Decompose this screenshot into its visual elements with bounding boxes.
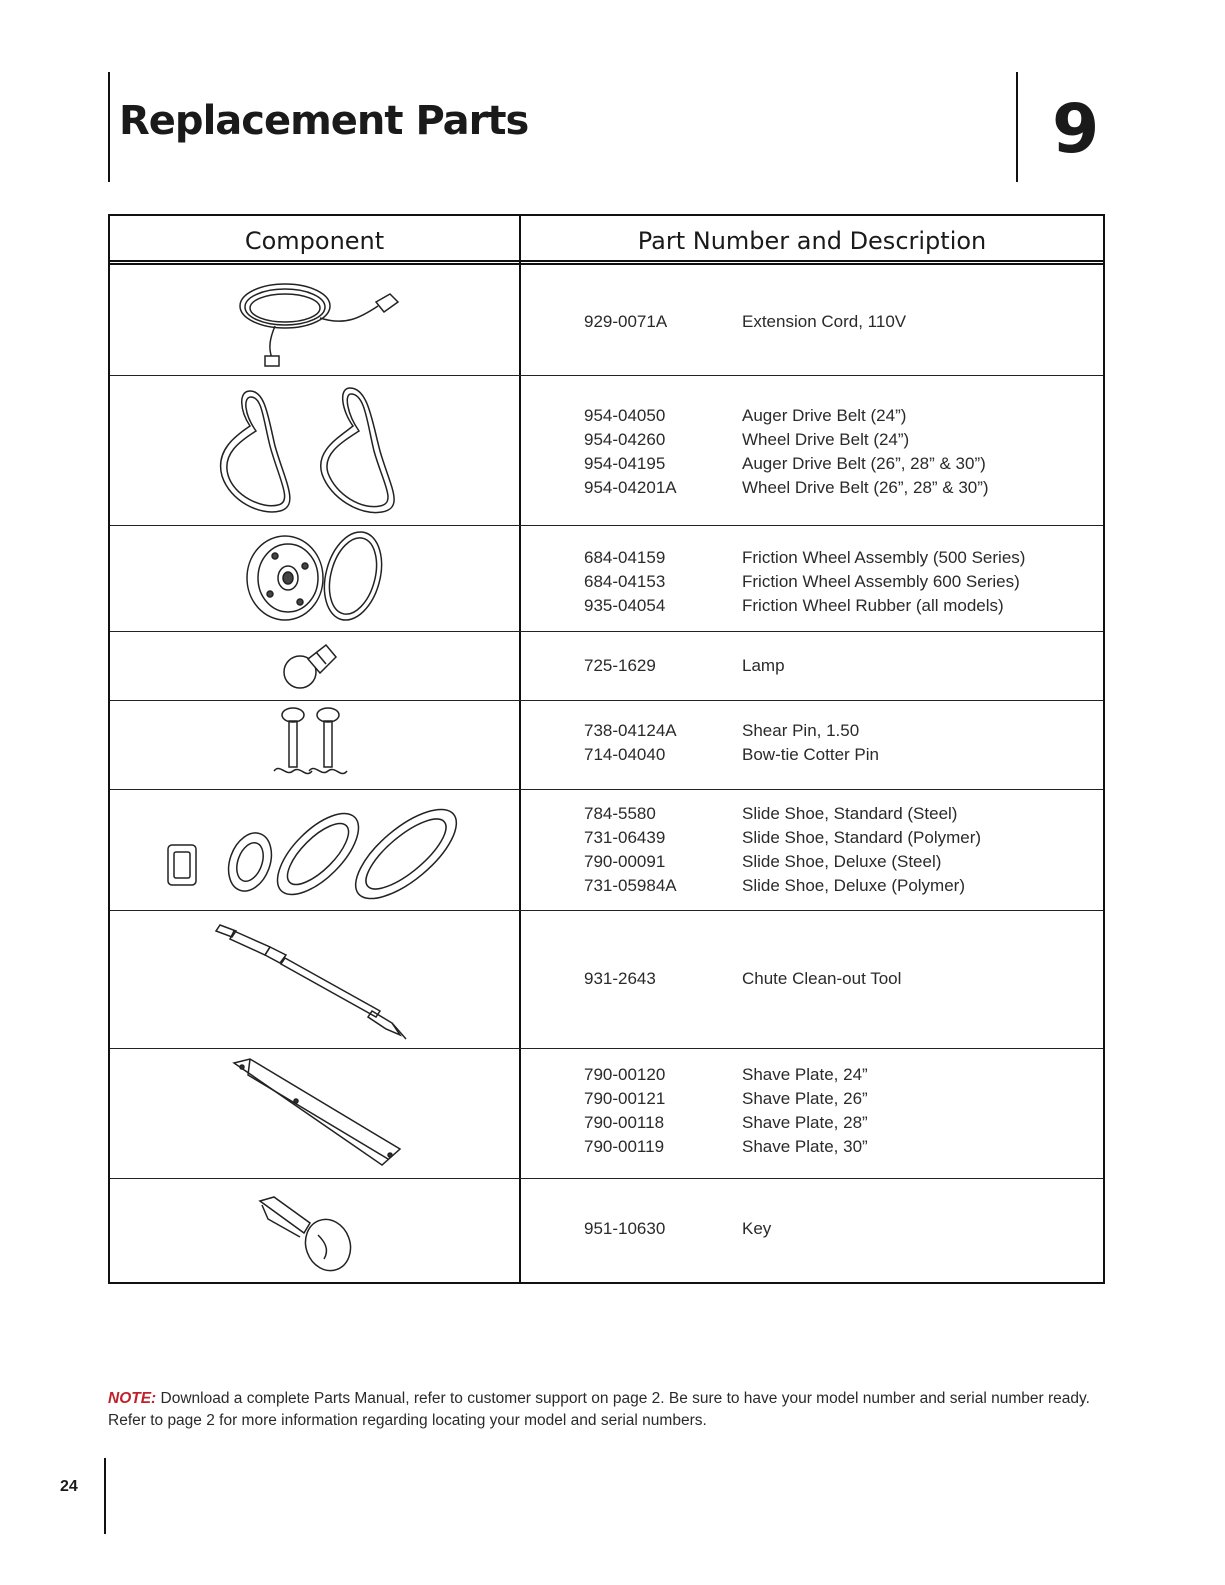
part-description: Key [742, 1219, 772, 1238]
part-entries [584, 312, 906, 336]
part-entry [584, 478, 989, 502]
part-number: 738-04124A [584, 721, 677, 740]
lamp-bulb-icon [110, 632, 519, 700]
part-number: 954-04050 [584, 406, 666, 425]
table-header [110, 216, 1103, 265]
part-number: 714-04040 [584, 745, 666, 764]
part-description: Friction Wheel Assembly (500 Series) [742, 548, 1026, 567]
part-description: Shave Plate, 24” [742, 1065, 868, 1084]
table-row [110, 790, 1103, 911]
ignition-key-icon [110, 1179, 519, 1282]
part-description: Extension Cord, 110V [742, 312, 907, 331]
part-description: Lamp [742, 656, 785, 675]
table-row [110, 1049, 1103, 1179]
part-description: Shave Plate, 26” [742, 1089, 868, 1108]
part-entry [584, 312, 906, 336]
part-entry [584, 745, 879, 769]
parts-table [108, 214, 1105, 1284]
part-entry [584, 1065, 868, 1089]
clean-out-tool-icon [110, 911, 519, 1048]
part-description: Shear Pin, 1.50 [742, 721, 860, 740]
part-description: Shave Plate, 30” [742, 1137, 868, 1156]
part-entry [584, 1219, 771, 1243]
table-row [110, 701, 1103, 790]
table-row [110, 376, 1103, 526]
part-description: Friction Wheel Assembly 600 Series) [742, 572, 1020, 591]
part-number: 951-10630 [584, 1219, 666, 1238]
shave-plate-icon [110, 1049, 519, 1178]
part-entries [584, 804, 981, 900]
part-description: Slide Shoe, Deluxe (Polymer) [742, 876, 965, 895]
part-entries [584, 656, 785, 680]
part-entry [584, 876, 981, 900]
part-number: 725-1629 [584, 656, 656, 675]
part-number: 784-5580 [584, 804, 656, 823]
part-number: 731-05984A [584, 876, 677, 895]
part-number: 929-0071A [584, 312, 668, 331]
part-entry [584, 721, 879, 745]
part-number: 684-04159 [584, 548, 666, 567]
part-entry [584, 969, 901, 993]
part-description: Wheel Drive Belt (26”, 28” & 30”) [742, 478, 989, 497]
part-description: Chute Clean-out Tool [742, 969, 902, 988]
part-description: Friction Wheel Rubber (all models) [742, 596, 1004, 615]
part-description: Bow-tie Cotter Pin [742, 745, 879, 764]
drive-belts-icon [110, 376, 519, 525]
part-number: 790-00091 [584, 852, 666, 871]
footer-divider [104, 1458, 106, 1534]
part-entry [584, 828, 981, 852]
part-entry [584, 852, 981, 876]
slide-shoe-icon [110, 790, 519, 910]
part-number: 931-2643 [584, 969, 656, 988]
part-entries [584, 406, 989, 502]
shear-pin-icon [110, 701, 519, 789]
column-header-part-number: Part Number and Description [637, 227, 987, 255]
extension-cord-icon [110, 266, 519, 375]
page-title: Replacement Parts [119, 98, 529, 144]
column-header-component: Component [244, 227, 385, 255]
note-text: Download a complete Parts Manual, refer to customer support on page 2. Be sure to have your model number and serial number ready. Refer to page 2 for more information regarding locating your model and serial numbers. [108, 1390, 1090, 1429]
chapter-number: 9 [1052, 90, 1100, 169]
note-label: NOTE: [108, 1390, 157, 1407]
table-row [110, 526, 1103, 632]
part-entry [584, 548, 1025, 572]
table-row [110, 266, 1103, 376]
part-entries [584, 721, 879, 769]
note-paragraph [108, 1388, 1108, 1432]
part-entry [584, 572, 1025, 596]
page-number: 24 [60, 1478, 78, 1495]
header-divider-left [108, 72, 110, 182]
table-row [110, 632, 1103, 701]
part-entry [584, 804, 981, 828]
part-number: 790-00120 [584, 1065, 666, 1084]
part-description: Auger Drive Belt (24”) [742, 406, 907, 425]
table-row [110, 911, 1103, 1049]
table-row [110, 1179, 1103, 1282]
part-entry [584, 1089, 868, 1113]
part-description: Shave Plate, 28” [742, 1113, 868, 1132]
part-entry [584, 1113, 868, 1137]
part-number: 935-04054 [584, 596, 666, 615]
part-number: 954-04260 [584, 430, 666, 449]
header-divider-right [1016, 72, 1018, 182]
part-description: Wheel Drive Belt (24”) [742, 430, 910, 449]
part-entry [584, 406, 989, 430]
part-number: 684-04153 [584, 572, 666, 591]
friction-wheel-icon [110, 526, 519, 631]
part-entries [584, 969, 901, 993]
part-description: Slide Shoe, Standard (Steel) [742, 804, 958, 823]
part-entries [584, 548, 1025, 620]
part-number: 954-04195 [584, 454, 666, 473]
part-entry [584, 596, 1025, 620]
part-entry [584, 454, 989, 478]
part-description: Auger Drive Belt (26”, 28” & 30”) [742, 454, 986, 473]
part-number: 731-06439 [584, 828, 666, 847]
part-entries [584, 1065, 868, 1161]
part-number: 954-04201A [584, 478, 677, 497]
part-number: 790-00118 [584, 1113, 665, 1132]
part-description: Slide Shoe, Deluxe (Steel) [742, 852, 942, 871]
part-entries [584, 1219, 771, 1243]
part-description: Slide Shoe, Standard (Polymer) [742, 828, 982, 847]
part-entry [584, 1137, 868, 1161]
part-number: 790-00121 [584, 1089, 666, 1108]
part-entry [584, 430, 989, 454]
part-entry [584, 656, 785, 680]
part-number: 790-00119 [584, 1137, 665, 1156]
